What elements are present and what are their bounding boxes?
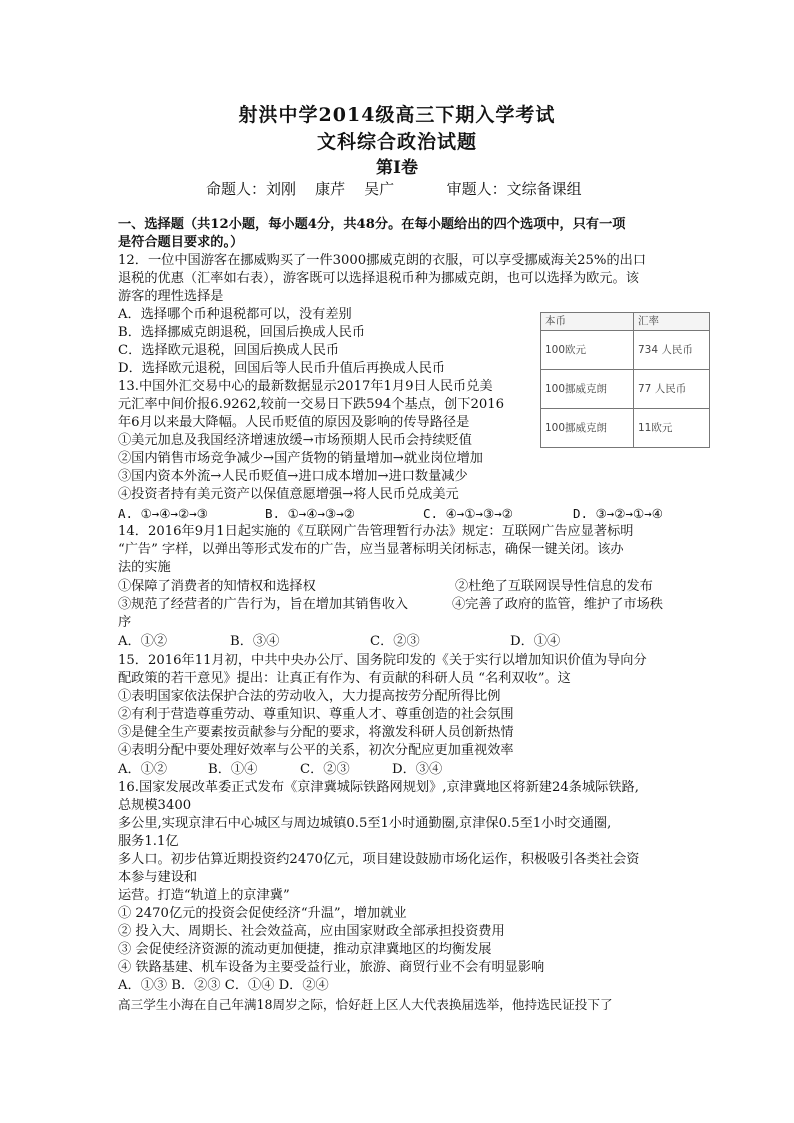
table-cell: 100欧元: [541, 331, 634, 370]
q14-answer-d: D．①④: [510, 634, 561, 649]
table-header-cell: 汇率: [634, 313, 710, 331]
table-row: [541, 370, 710, 409]
table-cell: 734 人民币: [634, 331, 710, 370]
q16-stem: 多公里,实现京津石中心城区与周边城镇0.5至1小时通勤圈,京津保0.5至1小时交通圈,: [118, 816, 612, 831]
q15-item: ②有利于营造尊重劳动、尊重知识、尊重人才、尊重创造的社会氛围: [118, 707, 514, 722]
authors-line: 命题人：刘刚 康芹 吴广 审题人：文综备课组: [206, 180, 582, 198]
q16-item: ② 投入大、周期长、社会效益高，应由国家财政全部承担投资费用: [118, 924, 505, 939]
q12-option-c: C．选择欧元退税，回国后换成人民币: [118, 343, 340, 358]
q13-stem: 年6月以来最大降幅。人民币贬值的原因及影响的传导路径是: [118, 415, 470, 430]
q15-answer-a: A．①②: [118, 762, 168, 777]
q14-item-cont: 序: [118, 615, 132, 630]
q12-stem: 12．一位中国游客在挪威购买了一件3000挪威克朗的衣服，可以享受挪威海关25%的出口: [118, 253, 647, 268]
q12-option-d: D．选择欧元退税，回国后等人民币升值后再换成人民币: [118, 361, 446, 376]
q15-answer-b: B．①④: [208, 762, 258, 777]
q16-item: ③ 会促使经济资源的流动更加便捷，推动京津冀地区的均衡发展: [118, 942, 492, 957]
q15-answer-c: C．②③: [300, 762, 350, 777]
q15-stem: 配政策的若干意见》提出：让真正有作为、有贡献的科研人员 “名利双收”。这: [118, 671, 571, 686]
q13-answer-d: D. ③→②→①→④: [573, 506, 663, 521]
q16-stem: 16.国家发展改革委正式发布《京津冀城际铁路网规划》,京津冀地区将新建24条城际铁路,: [118, 780, 639, 795]
q15-answer-d: D．③④: [392, 762, 443, 777]
q15-item: ①表明国家依法保护合法的劳动收入，大力提高按劳分配所得比例: [118, 689, 501, 704]
q16-stem: 本参与建设和: [118, 870, 198, 885]
q14-answer-a: A．①②: [118, 634, 168, 649]
q12-option-a: A．选择哪个币种退税都可以，没有差别: [118, 307, 352, 322]
q13-stem: 13.中国外汇交易中心的最新数据显示2017年1月9日人民币兑美: [118, 379, 493, 394]
exchange-rate-table: [540, 312, 710, 448]
table-header-row: [541, 313, 710, 331]
table-header-cell: 本币: [541, 313, 634, 331]
q14-item: ③规范了经营者的广告行为，旨在增加其销售收入: [118, 597, 409, 612]
q13-item: ②国内销售市场竞争减少→国产货物的销量增加→就业岗位增加: [118, 451, 483, 466]
q12-option-b: B．选择挪威克朗退税，回国后换成人民币: [118, 325, 366, 340]
q13-item: ④投资者持有美元资产以保值意愿增强→将人民币兑成美元: [118, 487, 459, 502]
q16-item: ④ 铁路基建、机车设备为主要受益行业，旅游、商贸行业不会有明显影响: [118, 960, 545, 975]
q14-item: ①保障了消费者的知情权和选择权: [118, 579, 316, 594]
q16-answers: A．①③ B．②③ C．①④ D．②④: [118, 978, 329, 993]
table-cell: 77 人民币: [634, 370, 710, 409]
table-row: [541, 409, 710, 448]
q12-stem: 退税的优惠（汇率如右表），游客既可以选择退税币种为挪威克朗，也可以选择为欧元。该: [118, 271, 639, 286]
exam-subtitle: 文科综合政治试题: [316, 131, 477, 153]
q14-answer-b: B．③④: [230, 634, 280, 649]
q13-answer-c: C. ④→①→③→②: [423, 506, 513, 521]
q14-stem: 14．2016年9月1日起实施的《互联网广告管理暂行办法》规定：互联网广告应显著标明: [118, 524, 634, 539]
q16-stem: 运营。打造“轨道上的京津冀”: [118, 888, 290, 903]
q15-stem: 15．2016年11月初，中共中央办公厅、国务院印发的《关于实行以增加知识价值为导向分: [118, 653, 647, 668]
q14-item: ④完善了政府的监管，维护了市场秩: [452, 597, 663, 612]
q14-answer-c: C．②③: [370, 634, 420, 649]
q17-stem-partial: 高三学生小海在自己年满18周岁之际，恰好赶上区人大代表换届选举，他持选民证投下了: [118, 997, 613, 1012]
q13-stem: 元汇率中间价报6.9262,较前一交易日下跌594个基点，创下2016: [118, 397, 505, 412]
table-cell: 100挪威克朗: [541, 370, 634, 409]
section-heading-cont: 是符合题目要求的。）: [118, 235, 244, 250]
q16-stem: 多人口。初步估算近期投资约2470亿元，项目建设鼓励市场化运作，积极吸引各类社会资: [118, 852, 640, 867]
q15-item: ③是健全生产要素按贡献参与分配的要求，将激发科研人员创新热情: [118, 725, 514, 740]
q14-item: ②杜绝了互联网误导性信息的发布: [455, 579, 653, 594]
table-cell: 100挪威克朗: [541, 409, 634, 448]
q16-stem: 总规模3400: [118, 798, 192, 813]
q14-stem: 法的实施: [118, 560, 171, 575]
q13-answer-b: B. ①→④→③→②: [265, 506, 355, 521]
section-heading: 一、选择题（共12小题，每小题4分，共48分。在每小题给出的四个选项中，只有一项: [118, 217, 626, 232]
q16-stem: 服务1.1亿: [118, 834, 179, 849]
q13-answer-a: A. ①→④→②→③: [118, 506, 208, 521]
q14-stem: “广告” 字样，以弹出等形式发布的广告，应当显著标明关闭标志，确保一键关闭。该办: [118, 542, 624, 557]
q16-item: ① 2470亿元的投资会促使经济“升温”，增加就业: [118, 906, 407, 921]
table-row: [541, 331, 710, 370]
q12-stem: 游客的理性选择是: [118, 289, 224, 304]
q13-item: ③国内资本外流→人民币贬值→进口成本增加→进口数量减少: [118, 469, 468, 484]
q15-item: ④表明分配中要处理好效率与公平的关系，初次分配应更加重视效率: [118, 743, 514, 758]
volume-label: 第Ⅰ卷: [376, 158, 418, 178]
exam-title: 射洪中学2014级高三下期入学考试: [238, 104, 556, 126]
q13-item: ①美元加息及我国经济增速放缓→市场预期人民币会持续贬值: [118, 433, 472, 448]
table-cell: 11欧元: [634, 409, 710, 448]
